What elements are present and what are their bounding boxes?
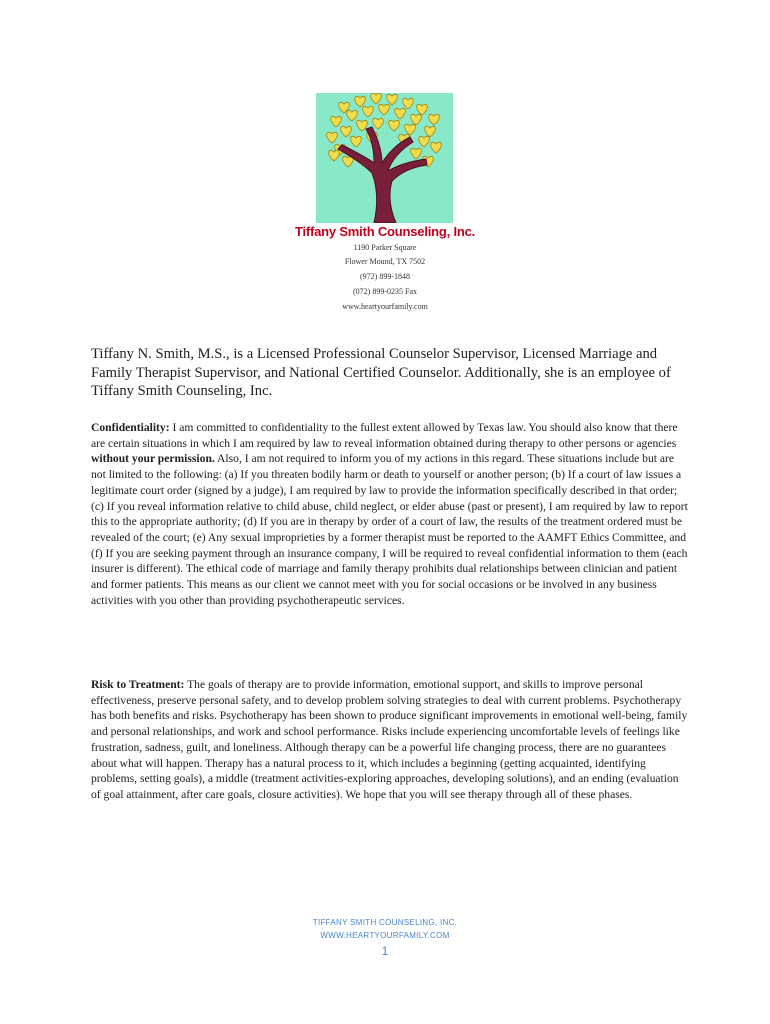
footer-website: WWW.HEARTYOURFAMILY.COM	[320, 931, 450, 940]
website-line: www.heartyourfamily.com	[342, 302, 428, 311]
confidentiality-emphasis: without your permission.	[91, 452, 215, 466]
city-line: Flower Mound, TX 7502	[344, 257, 426, 266]
risk-paragraph	[91, 677, 691, 803]
risk-text: The goals of therapy are to provide information, emotional support, and skills to improve personal effectiveness, preserve personal safety, and to develop problem solving strategies to deal with current problems. Psychotherapy has both benefits and risks. Psychotherapy has been shown to produce significant improvements in emotional well-being, family and personal relationships, and work and school performance. Risks include experiencing uncomfortable levels of feelings like frustration, sadness, guilt, and loneliness. Although therapy can be a powerful life changing process, there are no guarantees about what will happen. Therapy has a natural process to it, which includes a beginning (getting acquainted, identifying problems, setting goals), a middle (treatment activities-exploring approaches, developing solutions), and an ending (evaluation of goal attainment, after care goals, closure activities). We hope that you will see therapy through all of these phases.	[91, 678, 688, 801]
phone-line: (972) 899-1848	[360, 272, 410, 281]
risk-heading: Risk to Treatment:	[91, 678, 185, 691]
address-line: 1190 Parker Square	[353, 243, 417, 252]
confidentiality-paragraph	[91, 420, 691, 608]
footer-company: TIFFANY SMITH COUNSELING, INC.	[312, 918, 458, 927]
confidentiality-heading: Confidentiality:	[91, 421, 170, 434]
fax-line: (072) 899-0235 Fax	[353, 287, 417, 296]
company-name: Tiffany Smith Counseling, Inc.	[294, 224, 476, 239]
tree-hearts-icon	[316, 93, 453, 223]
page-number: 1	[381, 944, 389, 958]
confidentiality-text-a: I am committed to confidentiality to the fullest extent allowed by Texas law. You should also know that there are certain situations in which I am required by law to reveal information obtained during therapy to other persons or agencies	[91, 421, 678, 450]
confidentiality-text-b: Also, I am not required to inform you of my actions in this regard. These situations include but are not limited to the following: (a) If you threaten bodily harm or death to yourself or another person; (b) If a court of law issues a legitimate court order (signed by a judge), I am required by law to provide the information specifically described in that order; (c) If you reveal information relative to child abuse, child neglect, or elder abuse (past or present), I am required by law to report this to the appropriate authority; (d) If you are in therapy by order of a court of law, the results of the treatment ordered must be revealed of the court; (e) Any sexual improprieties by a former therapist must be reported to the AAMFT Ethics Committee, and (f) If you are seeking payment through an insurance company, I will be required to reveal confidential information to them (each insurer is different). The ethical code of marriage and family therapy prohibits dual relationships between clinician and patient and former patients. This means as our client we cannot meet with you for social occasions or be involved in any business activities with you other than providing psychotherapeutic services.	[91, 452, 688, 607]
intro-paragraph: Tiffany N. Smith, M.S., is a Licensed Professional Counselor Supervisor, Licensed Marriage and Family Therapist Supervisor, and National Certified Counselor. Additionally, she is an employee of Tiffany Smith Counseling, Inc.	[91, 346, 671, 399]
